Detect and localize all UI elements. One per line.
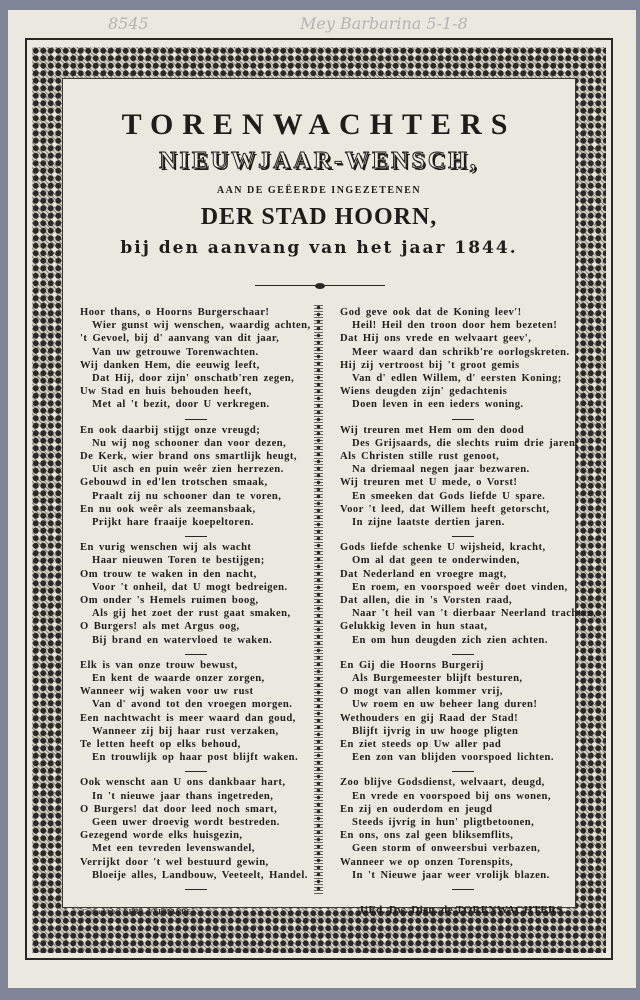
poem-line: En kent de waarde onzer zorgen, — [92, 672, 265, 684]
poem-line: Uw Stad en huis behouden heeft, — [80, 386, 252, 398]
poem-line: Geen storm of onweersbui verbazen, — [352, 843, 541, 855]
poem-line: Nu wij nog schooner dan voor dezen, — [92, 437, 287, 449]
poem-line: O mogt van allen kommer vrij, — [340, 686, 503, 698]
poem-line: En nu ook weêr als zeemansbaak, — [80, 503, 256, 515]
poem-line: Gebouwd in ed'len trotschen smaak, — [80, 477, 268, 489]
stanza — [340, 776, 576, 894]
poem-line: Gelukkig leven in hun staat, — [340, 621, 488, 633]
poem-line: Geen uwer droevig wordt bestreden. — [92, 816, 280, 828]
poem-line: En ook daarbij stijgt onze vreugd; — [80, 424, 261, 436]
poem-line: Dat Hij, door zijn' onschatb'ren zegen, — [92, 372, 295, 384]
poem-line: En ziet steeds op Uw aller pad — [340, 738, 502, 750]
title-ornament — [255, 283, 385, 289]
poem-line: Een zon van blijden voorspoed lichten. — [352, 752, 554, 764]
stanza — [340, 306, 576, 424]
poem-line: Na driemaal negen jaar bezwaren. — [352, 464, 530, 476]
poem-line: Steeds ijvrig in hun' pligtbetoonen, — [352, 816, 535, 828]
signature: UEd. Dw. Dien. de TORENWACHTERS. — [360, 904, 567, 916]
poem-line: De Kerk, wier brand ons smartlijk heugt, — [80, 450, 297, 462]
stanza — [80, 776, 312, 894]
stanza-separator — [452, 771, 474, 772]
poem-line: Om trouw te waken in den nacht, — [80, 568, 257, 580]
poem-line: Van uw getrouwe Torenwachten. — [92, 346, 259, 358]
poem-line: Doen leven in een ieders woning. — [352, 399, 524, 411]
stanza-separator — [452, 419, 474, 420]
poem-line: Als Burgemeester blijft besturen, — [352, 672, 523, 684]
poem-line: Bij brand en watervloed te waken. — [92, 634, 273, 646]
title-nieuwjaar-wensch: NIEUWJAAR-WENSCH, — [159, 148, 479, 174]
poem-left-column — [80, 306, 312, 894]
poem-line: Zoo blijve Godsdienst, welvaart, deugd, — [340, 777, 545, 789]
poem-line: Bloeije alles, Landbouw, Veeteelt, Handel. — [92, 869, 308, 881]
poem-line: Een nachtwacht is meer waard dan goud, — [80, 712, 296, 724]
poem-line: Als Christen stille rust genoot, — [340, 450, 500, 462]
printer-credit: Gedrukt bij GEBR. VERMANDE. — [82, 908, 194, 916]
poem-line: O Burgers! dat door leed noch smart, — [80, 803, 278, 815]
poem-line: Meer waard dan schrikb're oorlogskreten. — [352, 346, 570, 358]
handwritten-annotation-right: Mey Barbarina 5-1-8 — [300, 14, 468, 33]
poem-line: Elk is van onze trouw bewust, — [80, 659, 238, 671]
poem-line: En ons, ons zal geen bliksemflits, — [340, 830, 514, 842]
poem-line: Als gij het zoet der rust gaat smaken, — [92, 608, 291, 620]
column-divider — [314, 304, 323, 894]
poem-line: Met al 't bezit, door U verkregen. — [92, 399, 270, 411]
poem-line: Gods liefde schenke U wijsheid, kracht, — [340, 542, 546, 554]
stanza — [80, 424, 312, 542]
poem-line: O Burgers! als met Argus oog, — [80, 621, 240, 633]
poem-line: Prijkt hare fraaije koepeltoren. — [92, 516, 254, 528]
stanza — [80, 306, 312, 424]
poem-line: En vrede en voorspoed bij ons wonen, — [352, 790, 551, 802]
subtitle-year: bij den aanvang van het jaar 1844. — [120, 238, 518, 258]
poem-line: Om al dat geen te onderwinden, — [352, 555, 520, 567]
poem-line: Blijft ijvrig in uw hooge pligten — [352, 725, 519, 737]
stanza-separator — [185, 654, 207, 655]
poem-line: God geve ook dat de Koning leev'! — [340, 307, 522, 318]
poem-line: Dat Nederland en vroegre magt, — [340, 568, 507, 580]
poem-line: En smeeken dat Gods liefde U spare. — [352, 490, 546, 502]
stanza — [340, 541, 597, 659]
poem-line: En vurig wenschen wij als wacht — [80, 542, 252, 554]
poem-line: Wethouders en gij Raad der Stad! — [340, 712, 519, 724]
title-torenwachters: TORENWACHTERS — [121, 108, 517, 141]
poem-line: Met een tevreden levenswandel, — [92, 843, 255, 855]
poem-line: Uw roem en uw beheer lang duren! — [352, 699, 538, 711]
poem-line: Voor 't leed, dat Willem heeft getorscht, — [340, 503, 550, 515]
poem-line: Om onder 's Hemels ruimen boog, — [80, 594, 259, 606]
poem-line: Dat Hij ons vrede en welvaart geev', — [340, 333, 532, 345]
stanza-separator — [452, 654, 474, 655]
poem-line: Van d' edlen Willem, d' eersten Koning; — [352, 372, 562, 384]
poem-line: Wanneer wij waken voor uw rust — [80, 686, 254, 698]
poem-line: Te letten heeft op elks behoud, — [80, 738, 241, 750]
poem-line: Voor 't onheil, dat U mogt bedreigen. — [92, 581, 288, 593]
poem-line: In 't nieuwe jaar thans ingetreden, — [92, 790, 274, 802]
poem-line: Dat allen, die in 's Vorsten raad, — [340, 594, 513, 606]
poem-line: Wij danken Hem, die eeuwig leeft, — [80, 359, 260, 371]
stanza-separator — [452, 889, 474, 890]
stanza-separator — [185, 419, 207, 420]
stanza-separator — [185, 536, 207, 537]
poem-line: Gezegend worde elks huisgezin, — [80, 830, 243, 842]
poem-line: Wanneer zij bij haar rust verzaken, — [92, 725, 279, 737]
stanza-separator — [185, 771, 207, 772]
poem-line: Hij zij vertroost bij 't groot gemis — [340, 359, 520, 371]
stanza-separator — [452, 536, 474, 537]
poem-line: Uit asch en puin weêr zien herrezen. — [92, 464, 284, 476]
stanza — [80, 659, 312, 777]
poem-line: Wanneer we op onzen Torenspits, — [340, 856, 514, 868]
poem-line: In zijne laatste dertien jaren. — [352, 516, 505, 528]
stanza — [340, 659, 576, 777]
poem-line: Heil! Heil den troon door hem bezeten! — [352, 320, 558, 332]
poem-line: Verrijkt door 't wel bestuurd gewin, — [80, 856, 269, 868]
poem-line: Praalt zij nu schooner dan te voren, — [92, 490, 282, 502]
poem-line: 't Gevoel, bij d' aanvang van dit jaar, — [80, 333, 280, 345]
poem-line: En trouwlijk op haar post blijft waken. — [92, 752, 299, 764]
stanza — [340, 424, 579, 542]
poem-line: In 't Nieuwe jaar weer vrolijk blazen. — [352, 869, 550, 881]
poem-line: Wij treuren met U mede, o Vorst! — [340, 477, 518, 489]
poem-line: Haar nieuwen Toren te bestijgen; — [92, 555, 265, 567]
stanza-separator — [185, 889, 207, 890]
subtitle-dedication: AAN DE GEËERDE INGEZETENEN — [216, 185, 422, 196]
subtitle-city: DER STAD HOORN, — [200, 204, 438, 230]
poem-line: Wier gunst wij wenschen, waardig achten, — [92, 320, 311, 332]
poem-line: Des Grijsaards, die slechts ruim drie jaren, — [352, 437, 579, 449]
poem-line: En roem, en voorspoed weêr doet vinden, — [352, 581, 568, 593]
handwritten-annotation-left: 8545 — [108, 14, 149, 33]
poem-line: Ook wenscht aan U ons dankbaar hart, — [80, 777, 286, 789]
poem-line: En Gij die Hoorns Burgerij — [340, 659, 484, 671]
poem-line: En zij en ouderdom en jeugd — [340, 803, 493, 815]
stanza — [80, 541, 312, 659]
poem-line: Van d' avond tot den vroegen morgen. — [92, 699, 293, 711]
poem-right-column — [340, 306, 597, 894]
poem-line: En om hun deugden zich zien achten. — [352, 634, 548, 646]
poem-line: Wiens deugden zijn' gedachtenis — [340, 386, 508, 398]
poem-line: Naar 't heil van 't dierbaar Neerland trachten, — [352, 608, 597, 620]
poem-line: Hoor thans, o Hoorns Burgerschaar! — [80, 307, 270, 318]
poem-line: Wij treuren met Hem om den dood — [340, 424, 525, 436]
